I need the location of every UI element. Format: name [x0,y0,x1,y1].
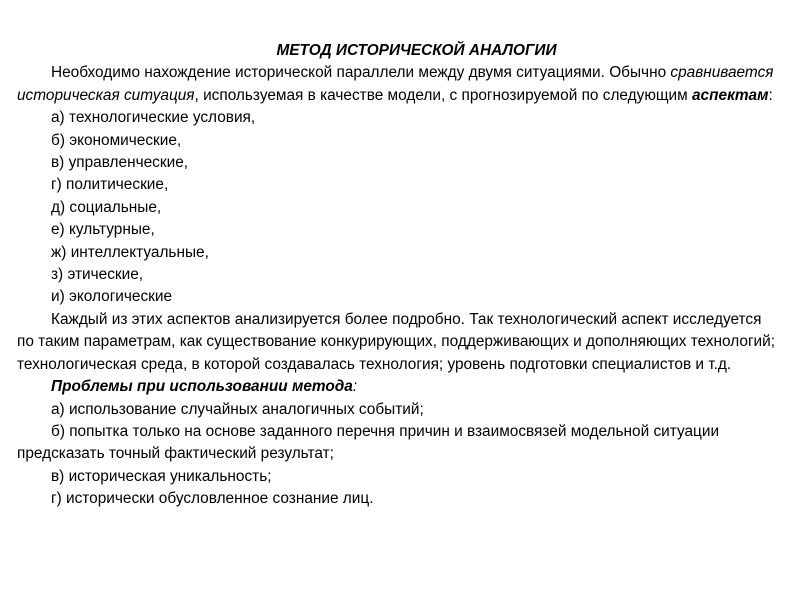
aspects-list [17,107,780,309]
problems-heading: Проблемы при использовании метода [51,378,353,396]
problem-item-random-events: а) использование случайных аналогичных событий; [51,400,424,418]
aspect-item-economic: б) экономические, [51,131,182,149]
aspect-item-political: г) политические, [51,176,169,194]
detail-paragraph: Каждый из этих аспектов анализируется более подробно. Так технологический аспект исследуется по таким параметрам, как существование конкурирующих, поддерживающих и дополняющих технологий; технологическая среда, в которой создавалась технология; уровень подготовки специалистов и т.д. [17,310,776,373]
aspect-item-ecological: и) экологические [51,288,173,306]
intro-text-1: Необходимо нахождение исторической параллели между двумя ситуациями. Обычно [51,64,671,82]
aspect-item-cultural: е) культурные, [51,221,155,239]
intro-text-2: , используемая в качестве модели, с прогнозируемой по следующим [194,86,692,104]
aspect-item-technological: а) технологические условия, [51,109,256,127]
intro-text-3: : [768,86,773,104]
problem-item-uniqueness: в) историческая уникальность; [51,467,272,485]
problems-heading-colon: : [352,378,358,396]
intro-aspects-term: аспектам [691,86,769,104]
problems-heading-line [17,376,780,398]
intro-italic-text: сравнивается историческая ситуация [17,64,774,104]
aspect-item-ethical: з) этические, [51,266,144,284]
page-title: МЕТОД ИСТОРИЧЕСКОЙ АНАЛОГИИ [276,42,557,59]
problem-item-prediction: б) попытка только на основе заданного перечня причин и взаимосвязей модельной ситуации предсказать точный фактический результат; [17,422,720,463]
problems-list [17,399,780,511]
aspect-item-intellectual: ж) интеллектуальные, [51,243,209,261]
aspect-item-managerial: в) управленческие, [51,154,189,172]
intro-paragraph [17,62,780,107]
aspect-item-social: д) социальные, [51,198,162,216]
problem-item-consciousness: г) исторически обусловленное сознание лиц. [51,490,374,508]
